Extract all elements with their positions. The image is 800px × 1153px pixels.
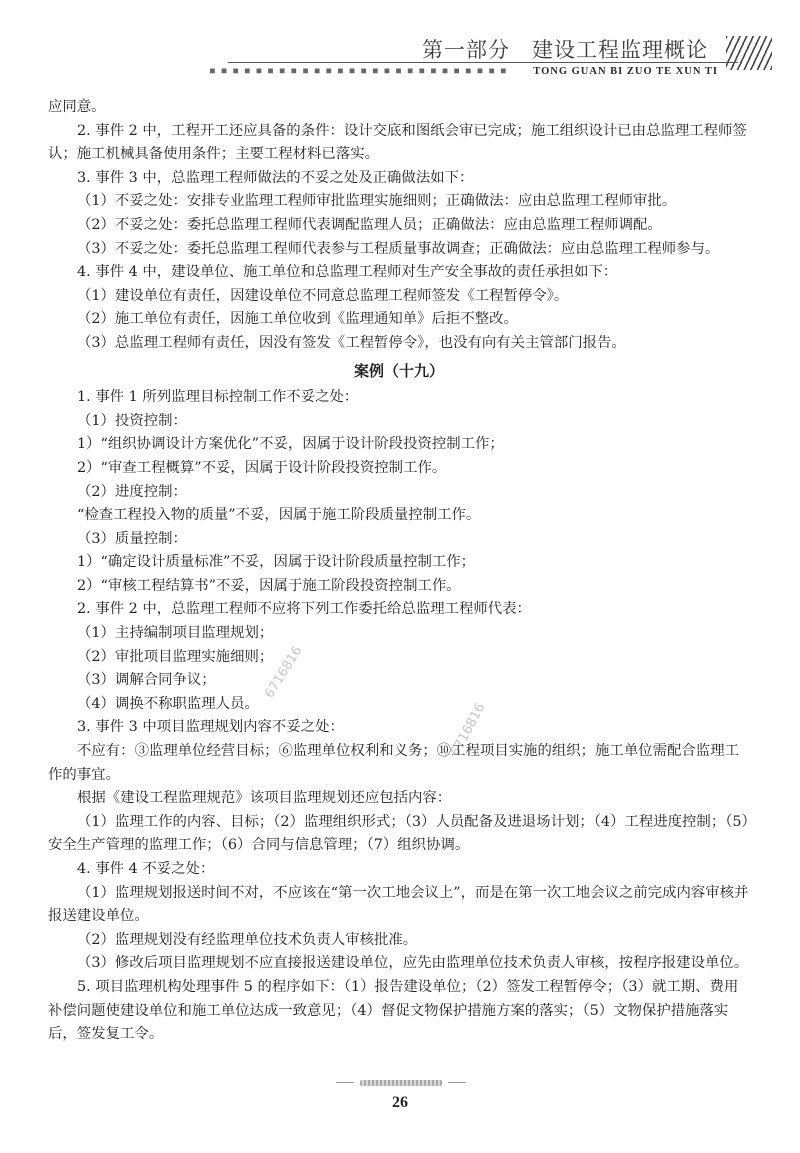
paragraph: 2）“审查工程概算”不妥，因属于设计阶段投资控制工作。: [77, 459, 447, 476]
paragraph: （4）调换不称职监理人员。: [77, 695, 259, 712]
page-body: [48, 96, 750, 1047]
paragraph: （2）施工单位有责任，因施工单位收到《监理通知单》后拒不整改。: [77, 311, 518, 328]
page-number: 26: [392, 1094, 408, 1111]
paragraph: 5. 项目监理机构处理事件 5 的程序如下：（1）报告建设单位；（2）签发工程暂停令；（3）就工期、费用补偿问题使建设单位和施工单位达成一致意见；（4）督促文物保护措施方案的落实；（5）文物保护措施落实后，签发复工令。: [48, 978, 739, 1043]
paragraph: （2）不妥之处：委托总监理工程师代表调配监理人员；正确做法：应由总监理工程师调配。: [77, 216, 662, 233]
header-dot-ornament: ■ ■ ■ ■ ■ ■ ■ ■ ■ ■ ■ ■ ■ ■ ■ ■ ■ ■ ■ ■ ■ ■ ■ ■ ■ ■: [210, 66, 507, 75]
header-title: 第一部分 建设工程监理概论: [422, 38, 708, 62]
paragraph: （3）修改后项目监理规划不应直接报送建设单位，应先由监理单位技术负责人审核，按程序报建设单位。: [77, 955, 749, 972]
watermark-2: 6716816: [448, 700, 489, 760]
paragraph: （1）建设单位有责任，因建设单位不同意总监理工程师签发《工程暂停令》。: [77, 287, 569, 304]
paragraph: 根据《建设工程监理规范》该项目监理规划还应包括内容：: [77, 790, 452, 807]
paragraph: （3）调解合同争议；: [77, 672, 216, 689]
paragraph: 不应有：③监理单位经营目标；⑥监理单位权利和义务；⑩工程项目实施的组织；施工单位需配合监理工作的事宜。: [48, 743, 739, 783]
paragraph: （2）进度控制：: [77, 483, 187, 500]
paragraph: 2. 事件 2 中，总监理工程师不应将下列工作委托给总监理工程师代表：: [77, 601, 531, 618]
paragraph: （1）投资控制：: [77, 412, 187, 429]
paragraph: （3）总监理工程师有责任，因没有签发《工程暂停令》，也没有向有关主管部门报告。: [77, 334, 626, 351]
watermark-1: 6716816: [262, 643, 306, 701]
paragraph: 4. 事件 4 中，建设单位、施工单位和总监理工程师对生产安全事故的责任承担如下：: [77, 264, 618, 281]
paragraph: （1）监理工作的内容、目标；（2）监理组织形式；（3）人员配备及进退场计划；（4）工程进度控制；（5）安全生产管理的监理工作；（6）合同与信息管理；（7）组织协调。: [48, 813, 749, 854]
section-title: 案例（十九）: [353, 361, 444, 380]
paragraph: 3. 事件 3 中项目监理规划内容不妥之处：: [77, 719, 344, 736]
footer-ornament: [336, 1078, 466, 1088]
paragraph: 1）“组织协调设计方案优化”不妥，因属于设计阶段投资控制工作；: [77, 436, 504, 453]
paragraph: 1. 事件 1 所列监理目标控制工作不妥之处：: [77, 389, 359, 406]
paragraph: （1）监理规划报送时间不对，不应该在“第一次工地会议上”，而是在第一次工地会议之前完成内容审核并报送建设单位。: [48, 884, 749, 925]
paragraph: （3）不妥之处：委托总监理工程师代表参与工程质量事故调查；正确做法：应由总监理工程师参与。: [77, 240, 720, 257]
paragraph: （2）监理规划没有经监理单位技术负责人审核批准。: [77, 931, 418, 948]
paragraph: 3. 事件 3 中，总监理工程师做法的不妥之处及正确做法如下：: [77, 169, 474, 186]
paragraph: （1）主持编制项目监理规划；: [77, 625, 274, 642]
paragraph: （3）质量控制：: [77, 530, 187, 547]
paragraph: “检查工程投入物的质量”不妥，因属于施工阶段质量控制工作。: [77, 507, 481, 524]
page-header: [0, 0, 800, 100]
paragraph: 2）“审核工程结算书”不妥，因属于施工阶段投资控制工作。: [77, 577, 461, 594]
paragraph: 1）“确定设计质量标准”不妥，因属于设计阶段质量控制工作；: [77, 554, 476, 571]
paragraph: （2）审批项目监理实施细则；: [77, 648, 274, 665]
paragraph: 4. 事件 4 不妥之处：: [77, 861, 215, 877]
paragraph: （1）不妥之处：安排专业监理工程师审批监理实施细则；正确做法：应由总监理工程师审批。: [77, 193, 677, 210]
header-subtitle: TONG GUAN BI ZUO TE XUN TI: [533, 66, 718, 77]
header-stripes-ornament: [726, 36, 772, 70]
paragraph: 2. 事件 2 中，工程开工还应具备的条件：设计交底和图纸会审已完成；施工组织设计已由总监理工程师签认；施工机械具备使用条件；主要工程材料已落实。: [48, 122, 747, 163]
paragraph: 应同意。: [48, 99, 106, 115]
header-rule: [228, 62, 738, 63]
